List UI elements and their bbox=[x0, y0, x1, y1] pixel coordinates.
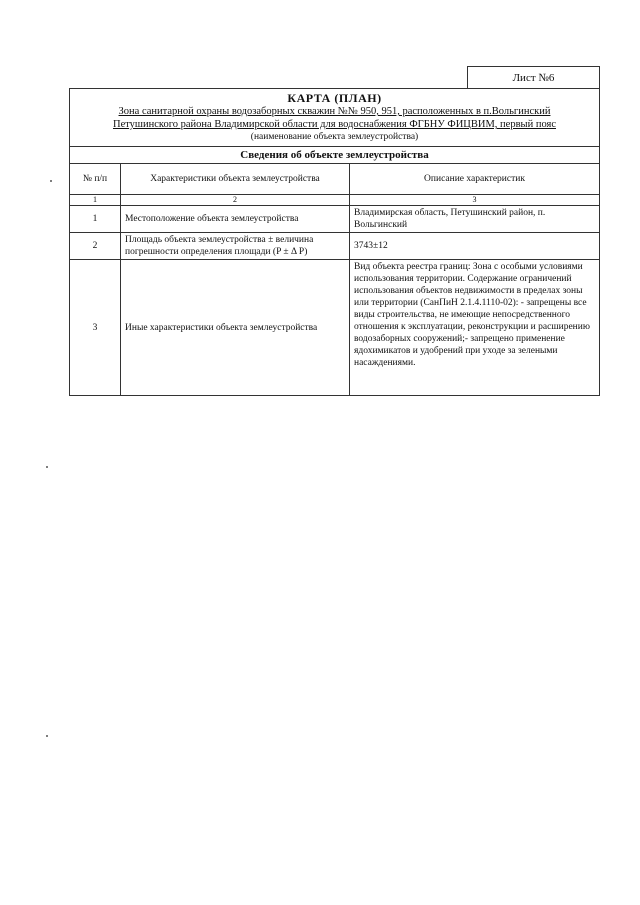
table-row bbox=[70, 233, 599, 260]
document-title: КАРТА (ПЛАН) bbox=[287, 91, 382, 105]
row-number: 3 bbox=[70, 260, 121, 396]
sheet-number-box bbox=[467, 66, 600, 88]
document-form bbox=[69, 88, 600, 396]
column-index-2: 2 bbox=[121, 195, 350, 206]
row-characteristic: Местоположение объекта землеустройства bbox=[121, 206, 350, 233]
section-title: Сведения об объекте землеустройства bbox=[70, 147, 599, 164]
scan-speck bbox=[46, 735, 48, 737]
table-index-row bbox=[70, 195, 599, 206]
scan-speck bbox=[46, 466, 48, 468]
characteristics-table bbox=[70, 164, 599, 395]
row-number: 1 bbox=[70, 206, 121, 233]
document-subtitle-line2: Петушинского района Владимирской области для водоснабжения ФГБНУ ФИЦВИМ, первый пояс bbox=[112, 119, 556, 130]
column-index-3: 3 bbox=[350, 195, 600, 206]
table-row bbox=[70, 206, 599, 233]
document-header bbox=[70, 89, 599, 147]
row-characteristic: Иные характеристики объекта землеустройства bbox=[121, 260, 350, 396]
row-description: Вид объекта реестра границ: Зона с особыми условиями использования территории. Содержание ограничений использования объектов недвижимости в пределах зоны или территории (СанПиН 2.1.4.1110-02): - запрещены все виды строительства, не имеющие непосредственного отношения к эксплуатации, реконструкции и расширению водозаборных сооружений;- запрещено применение ядохимикатов и удобрений при уходе за зелеными насаждениями. bbox=[350, 260, 600, 396]
sheet-number: Лист №6 bbox=[512, 71, 555, 84]
document-subtitle-line1: Зона санитарной охраны водозаборных скважин №№ 950, 951, расположенных в п.Вольгинский bbox=[118, 106, 551, 117]
column-header-characteristic: Характеристики объекта землеустройства bbox=[121, 164, 350, 195]
column-header-description: Описание характеристик bbox=[350, 164, 600, 195]
table-header-row bbox=[70, 164, 599, 195]
row-number: 2 bbox=[70, 233, 121, 260]
row-description: 3743±12 bbox=[350, 233, 600, 260]
column-header-number: № п/п bbox=[70, 164, 121, 195]
row-description: Владимирская область, Петушинский район, п. Вольгинский bbox=[350, 206, 600, 233]
row-characteristic: Площадь объекта землеустройства ± величина погрешности определения площади (P ± Δ P) bbox=[121, 233, 350, 260]
table-row bbox=[70, 260, 599, 396]
scan-speck bbox=[50, 180, 52, 182]
column-index-1: 1 bbox=[70, 195, 121, 206]
document-subtitle-note: (наименование объекта землеустройства) bbox=[250, 132, 419, 142]
